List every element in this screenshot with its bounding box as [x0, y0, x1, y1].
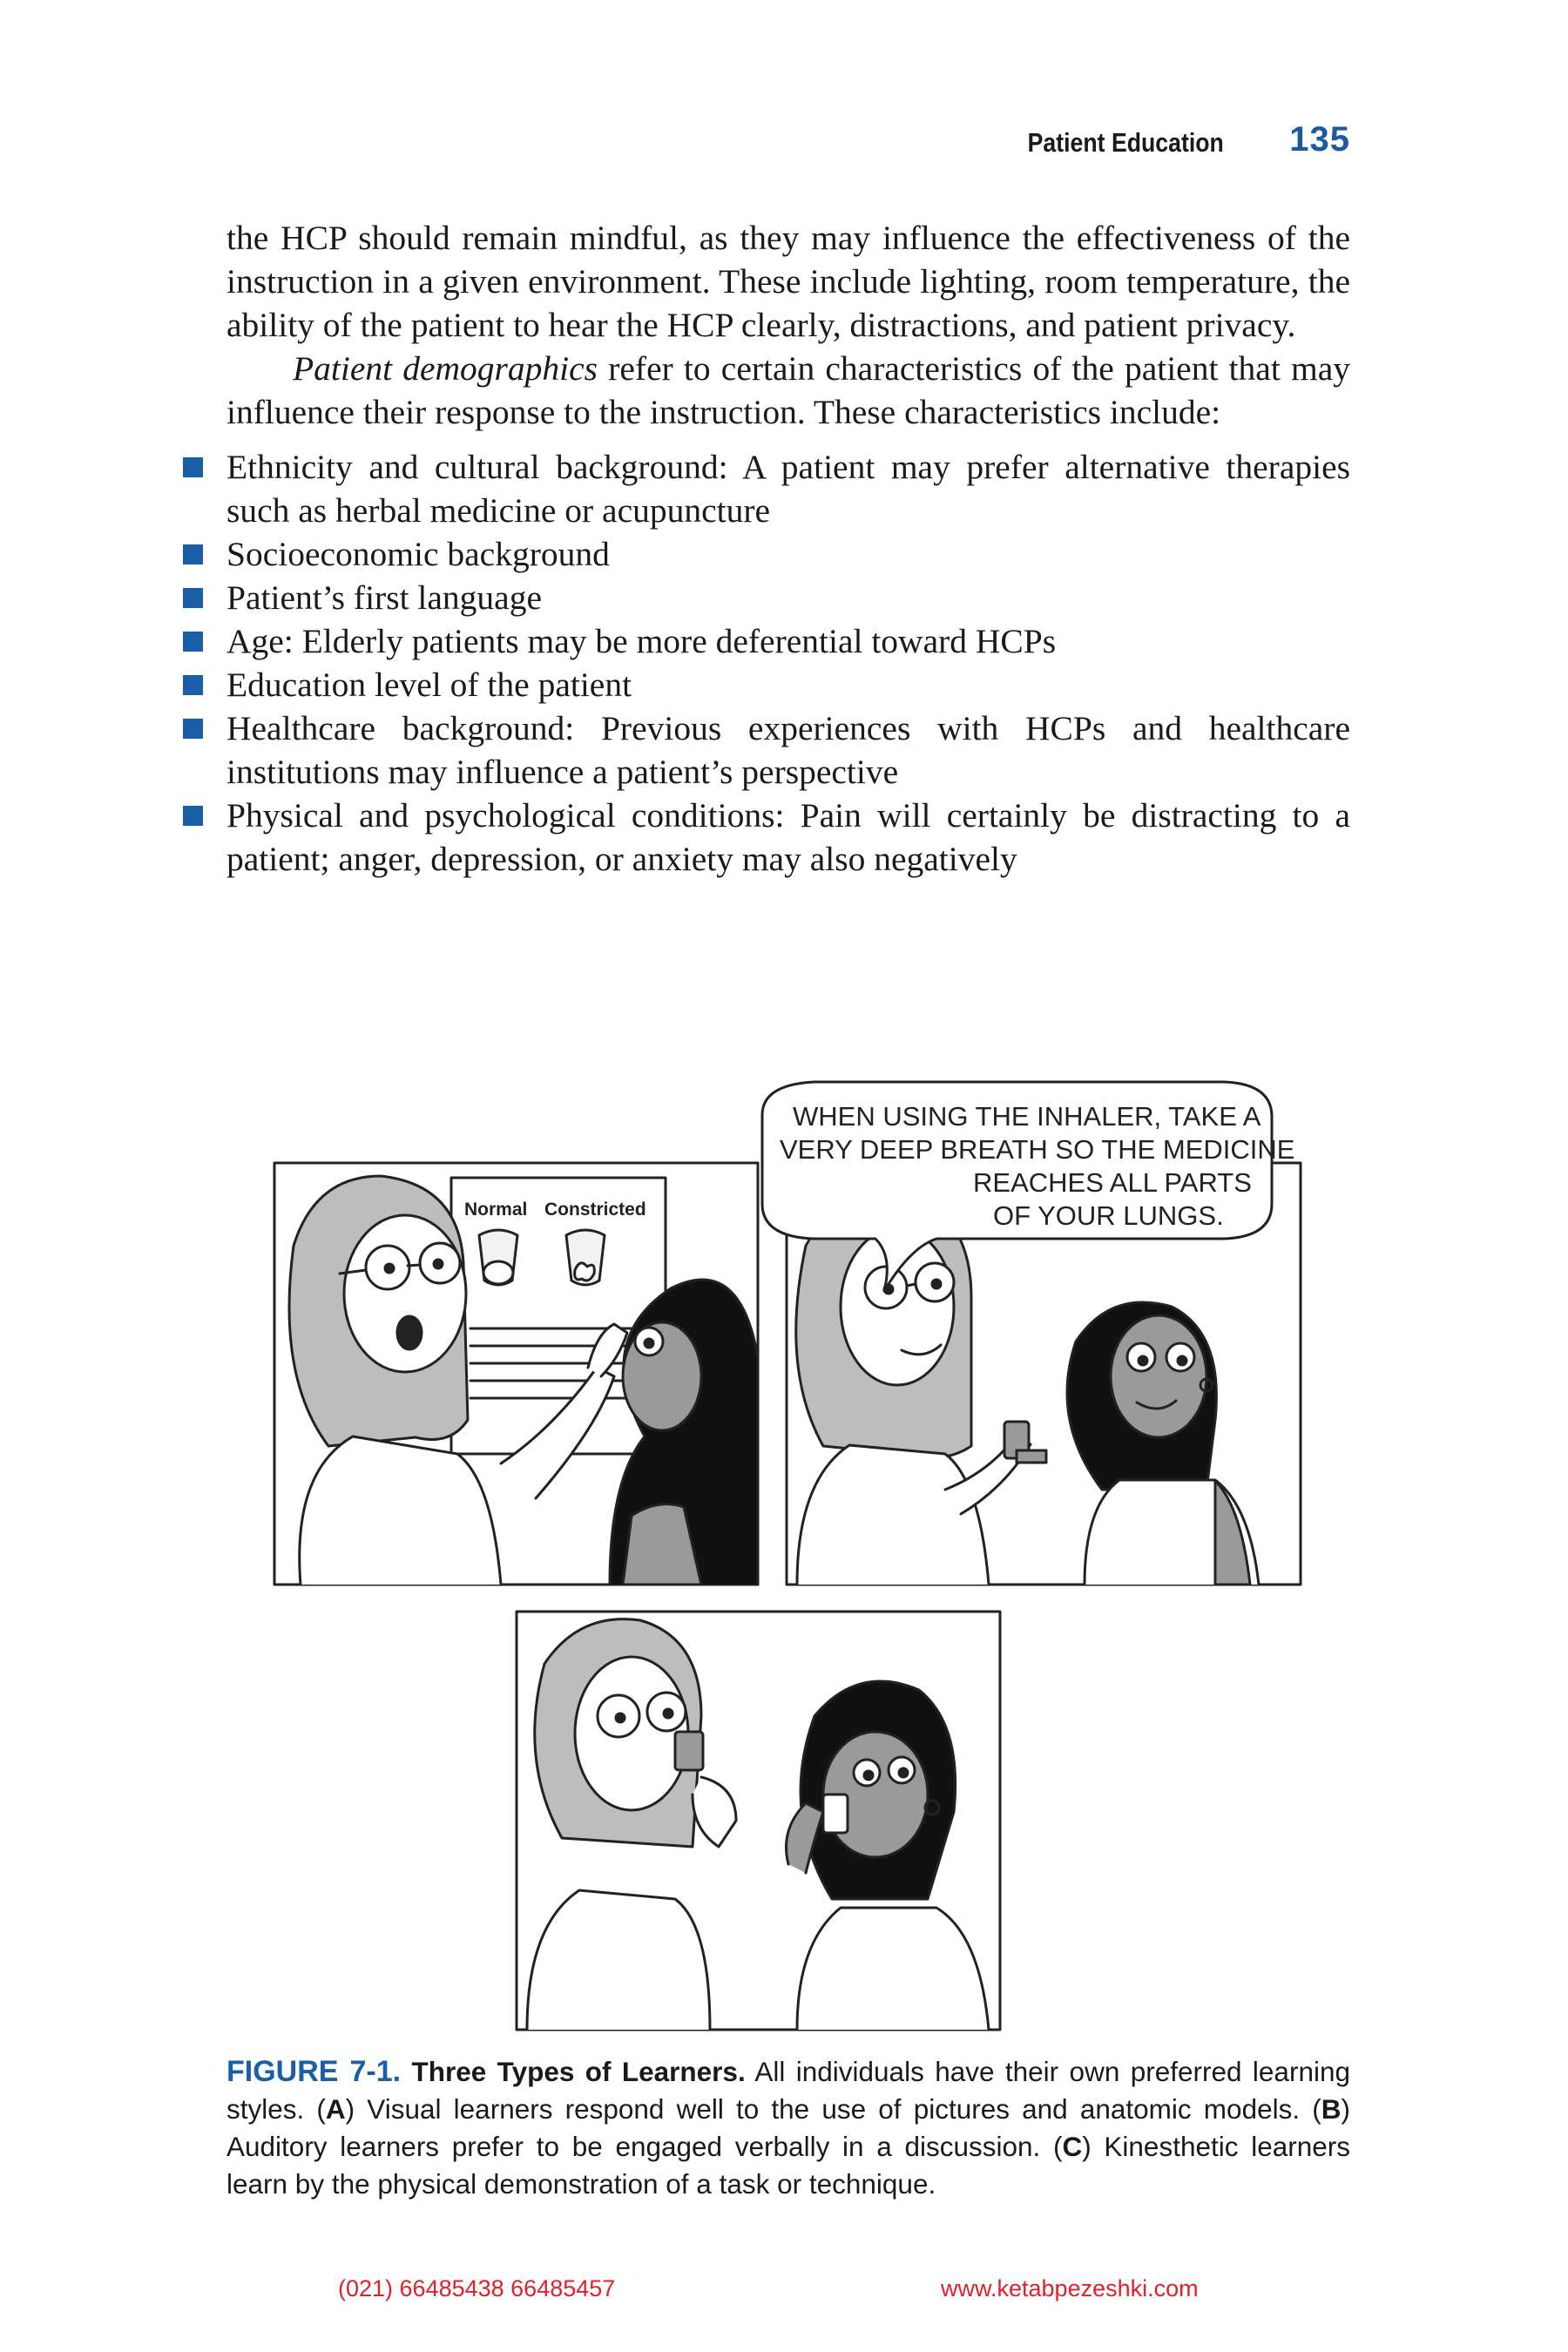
list-item-text: Ethnicity and cultural background: A patient may prefer alternative therapies such as herbal medicine or acupuncture	[226, 448, 1350, 530]
poster-label-normal: Normal	[464, 1200, 528, 1220]
speech-line-1: WHEN USING THE INHALER, TAKE A	[793, 1101, 1261, 1132]
figure-three-learners	[266, 1080, 1346, 2038]
bullet-square-icon	[183, 675, 203, 695]
caption-text: All individuals have their own preferred learning styles. (	[226, 2056, 1350, 2125]
list-item	[183, 532, 1350, 576]
speech-line-2: VERY DEEP BREATH SO THE MEDICINE	[780, 1134, 1295, 1165]
speech-line-3: REACHES ALL PARTS	[973, 1167, 1252, 1198]
paragraph-2-text: refer to certain characteristics of the patient that may influence their response to the instruction. These characteristics include:	[226, 349, 1350, 431]
caption-marker-a: A	[325, 2093, 346, 2125]
bullet-square-icon	[183, 719, 203, 739]
figure-caption	[226, 2053, 1350, 2203]
page-header	[0, 120, 1350, 167]
paragraph-1: the HCP should remain mindful, as they may influence the effectiveness of the instruction in a given environment. These include lighting, room temperature, the ability of the patient to hear the HCP clearly, distractions, and patient privacy.	[226, 219, 1350, 344]
list-item	[183, 445, 1350, 532]
paragraph-2	[226, 347, 1350, 434]
panel-a-visual	[274, 1163, 758, 1585]
bullet-square-icon	[183, 457, 203, 477]
speech-line-4: OF YOUR LUNGS.	[993, 1200, 1224, 1231]
list-item-text: Physical and psychological conditions: Pain will certainly be distracting to a patient; anger, depression, or anxiety may also negatively	[226, 796, 1350, 878]
panel-c-kinesthetic	[517, 1612, 1000, 2030]
bullet-square-icon	[183, 806, 203, 826]
figure-title: Three Types of Learners.	[411, 2056, 746, 2087]
list-item-text: Age: Elderly patients may be more deferential toward HCPs	[226, 622, 1057, 660]
footer-phone: (021) 66485438 66485457	[338, 2275, 616, 2301]
figure-label: FIGURE 7-1.	[226, 2055, 402, 2088]
caption-text: ) Visual learners respond well to the use of pictures and anatomic models. (	[345, 2093, 1321, 2125]
body-text	[226, 216, 1350, 881]
demographics-list	[183, 445, 1350, 881]
caption-marker-c: C	[1062, 2131, 1083, 2162]
term-patient-demographics: Patient demographics	[293, 349, 598, 388]
running-title: Patient Education	[1027, 127, 1224, 158]
list-item	[183, 663, 1350, 706]
list-item-text: Socioeconomic background	[226, 535, 610, 573]
list-item	[183, 619, 1350, 663]
list-item	[183, 794, 1350, 881]
list-item-text: Patient’s first language	[226, 578, 542, 617]
bullet-square-icon	[183, 588, 203, 608]
page-number: 135	[1289, 120, 1350, 159]
footer-url[interactable]: www.ketabpezeshki.com	[941, 2275, 1199, 2301]
bullet-square-icon	[183, 632, 203, 652]
caption-text: ) Kinesthetic learners learn by the physical demonstration of a task or technique.	[226, 2131, 1350, 2200]
list-item-text: Education level of the patient	[226, 666, 632, 704]
poster-label-constricted: Constricted	[544, 1200, 646, 1220]
bullet-square-icon	[183, 544, 203, 564]
list-item-text: Healthcare background: Previous experiences with HCPs and healthcare institutions may influence a patient’s perspective	[226, 709, 1350, 791]
list-item	[183, 706, 1350, 794]
caption-text: ) Auditory learners prefer to be engaged verbally in a discussion. (	[226, 2093, 1350, 2162]
list-item	[183, 576, 1350, 619]
caption-marker-b: B	[1321, 2093, 1342, 2125]
